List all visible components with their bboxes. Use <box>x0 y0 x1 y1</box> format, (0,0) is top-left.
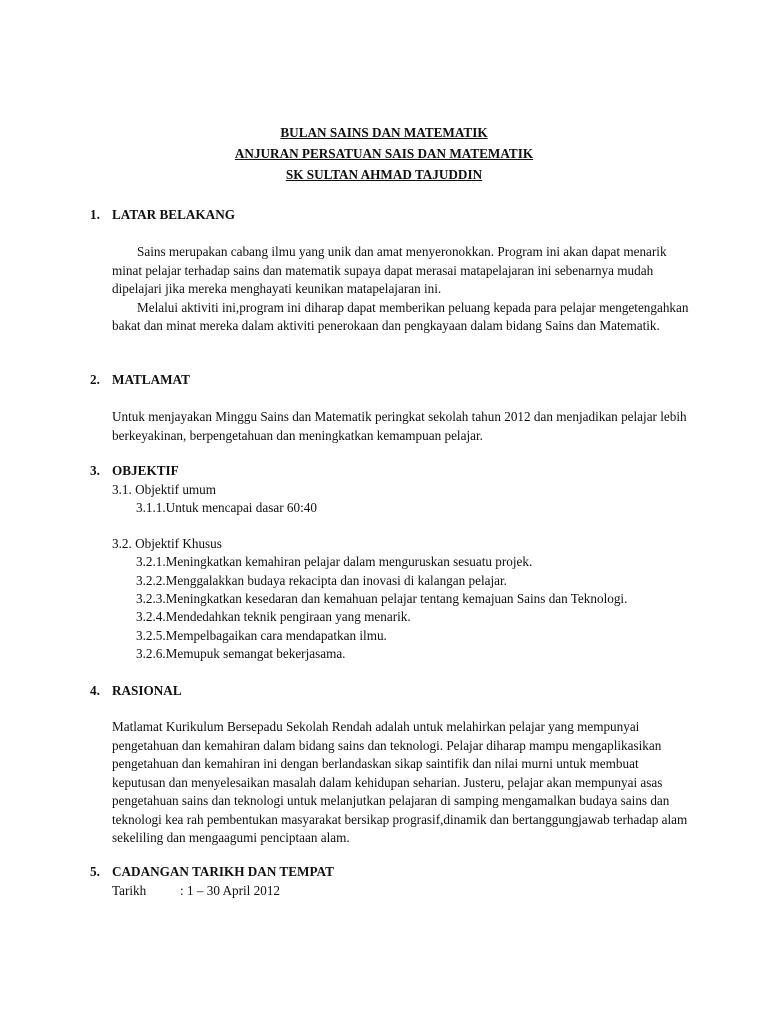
section-1-number: 1. <box>90 207 100 222</box>
title-line-1: BULAN SAINS DAN MATEMATIK <box>280 125 488 140</box>
section-2-heading <box>90 372 190 388</box>
section-1-paragraph-1: Sains merupakan cabang ilmu yang unik dan amat menyeronokkan. Program ini akan dapat menarik minat pelajar terhadap sains dan matematik supaya dapat merasai matapelajaran ini sebenarnya mudah dipelajari jika mereka menghayati keunikan matapelajaran ini. <box>112 244 667 296</box>
section-3-number: 3. <box>90 463 100 478</box>
section-4-title: RASIONAL <box>112 683 182 698</box>
section-2-body <box>112 408 692 445</box>
objektif-khusus-item: 3.2.5.Mempelbagaikan cara mendapatkan ilmu. <box>136 628 387 643</box>
section-1-body <box>112 243 692 336</box>
section-4-body <box>112 718 688 848</box>
section-3-heading <box>90 463 179 479</box>
section-2-number: 2. <box>90 372 100 387</box>
objektif-khusus-item: 3.2.1.Meningkatkan kemahiran pelajar dalam menguruskan sesuatu projek. <box>136 554 533 569</box>
objektif-umum-item: 3.1.1.Untuk mencapai dasar 60:40 <box>136 500 317 515</box>
section-3-title: OBJEKTIF <box>112 463 179 478</box>
section-2-paragraph: Untuk menjayakan Minggu Sains dan Matematik peringkat sekolah tahun 2012 dan menjadikan pelajar lebih berkeyakinan, berpengetahuan dan meningkatkan kemampuan pelajar. <box>112 409 687 443</box>
objektif-umum-label: 3.1. Objektif umum <box>112 482 217 497</box>
document-title <box>0 122 768 185</box>
section-2-title: MATLAMAT <box>112 372 190 387</box>
section-4-heading <box>90 683 182 699</box>
tarikh-value: : 1 – 30 April 2012 <box>180 883 281 898</box>
objektif-khusus-item: 3.2.4.Mendedahkan teknik pengiraan yang menarik. <box>136 609 411 624</box>
section-5-title: CADANGAN TARIKH DAN TEMPAT <box>112 864 334 879</box>
section-1-title: LATAR BELAKANG <box>112 207 235 222</box>
section-4-number: 4. <box>90 683 100 698</box>
section-4-paragraph: Matlamat Kurikulum Bersepadu Sekolah Rendah adalah untuk melahirkan pelajar yang mempunyai pengetahuan dan kemahiran dalam bidang sains dan teknologi. Pelajar diharap mampu mengaplikasikan pengetahuan dan kemahiran ini dengan berlandaskan sikap saintifik dan nilai murni untuk membuat keputusan dan menyelesaikan masalah dalam kehidupan seharian. Justeru, pelajar akan mempunyai asas pengetahuan sains dan teknologi untuk melanjutkan pelajaran di samping mengamalkan budaya sains dan teknologi kea rah pembentukan masyarakat bersikap prograsif,dinamik dan bertanggungjawab terhadap alam sekeliling dan mengaagumi penciptaan alam. <box>112 719 688 845</box>
section-5-heading <box>90 864 334 880</box>
objektif-khusus-item: 3.2.3.Meningkatkan kesedaran dan kemahuan pelajar tentang kemajuan Sains dan Teknologi. <box>136 591 628 606</box>
section-1-heading <box>90 207 235 223</box>
objektif-khusus-item: 3.2.6.Memupuk semangat bekerjasama. <box>136 646 346 661</box>
title-line-3: SK SULTAN AHMAD TAJUDDIN <box>285 167 483 182</box>
objektif-khusus-item: 3.2.2.Menggalakkan budaya rekacipta dan inovasi di kalangan pelajar. <box>136 573 507 588</box>
tarikh-label: Tarikh <box>112 883 147 898</box>
title-line-2: ANJURAN PERSATUAN SAIS DAN MATEMATIK <box>234 146 534 161</box>
section-1-paragraph-2: Melalui aktiviti ini,program ini diharap dapat memberikan peluang kepada para pelajar mengetengahkan bakat dan minat mereka dalam aktiviti penerokaan dan pengkayaan dalam bidang Sains dan Matematik. <box>112 299 689 333</box>
objektif-khusus-label: 3.2. Objektif Khusus <box>112 536 222 551</box>
section-5-number: 5. <box>90 864 100 879</box>
